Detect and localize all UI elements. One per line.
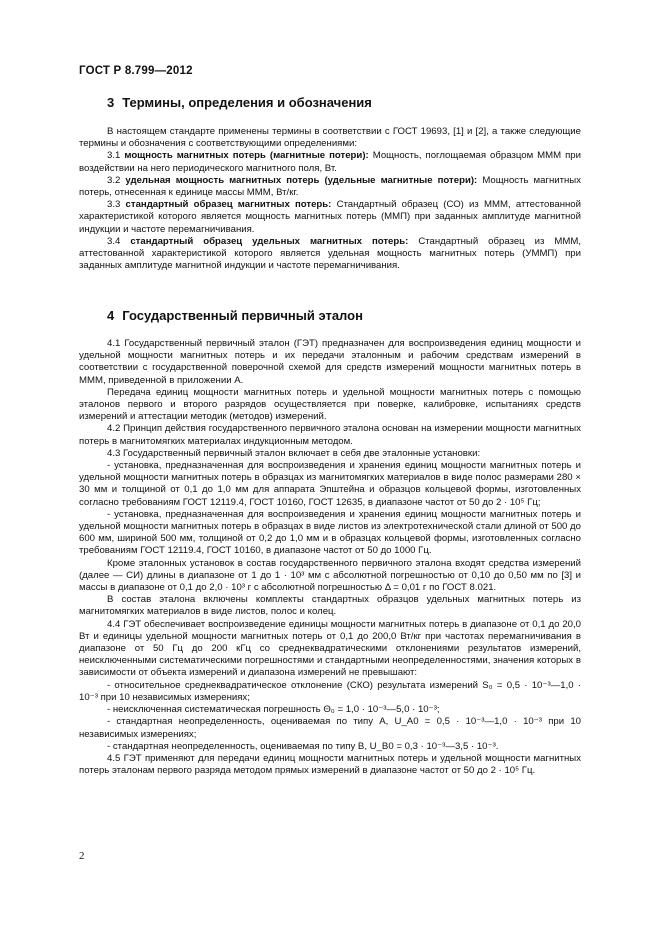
term-paragraph: 3.1 мощность магнитных потерь (магнитные потери): Мощность, поглощаемая образцом МММ при воздействии на него периодического магнитного поля, Вт. <box>79 150 582 174</box>
term-paragraph: 3.4 стандартный образец удельных магнитных потерь: Стандартный образец из МММ, аттестованной характеристикой которого является удельная мощность магнитных потерь (УММП) при заданных амплитуде магнитной индукции и частоте перемагничивания. <box>79 235 582 272</box>
section-title: Термины, определения и обозначения <box>122 95 372 110</box>
paragraph: Кроме эталонных установок в состав государственного первичного эталона входят средства измерений (далее — СИ) длины в диапазоне от 1 до 1 · 10³ мм с абсолютной погрешностью от 0,10 до 0,50 мм по [3] и массы в диапазоне от 0,1 до 2,0 · 10³ г с абсолютной погрешностью Δ = 0,01 г по ГОСТ 8.021. <box>79 557 581 594</box>
list-item: - установка, предназначенная для воспроизведения и хранения единиц мощности магнитных потерь и удельной мощности магнитных потерь в образцах из магнитомягких материалов в виде полос размерами 280 × 30 мм и толщиной от 0,1 до 1,0 мм для аппарата Эпштейна и образцов кольцевой формы, изготовленных согласно требованиям ГОСТ 12119.4, ГОСТ 10160, ГОСТ 12635, в диапазоне частот от 50 до 2 · 10⁵ Гц; <box>79 460 581 508</box>
term-definition: Стандартный образец из МММ, аттестованной характеристикой которого является удельная мощность магнитных потерь (УММП) при заданных амплитуде магнитной индукции и частоте перемагничивания. <box>79 235 582 272</box>
paragraph: 4.4 ГЭТ обеспечивает воспроизведение единицы мощности магнитных потерь в диапазоне от 0,1 до 20,0 Вт и единицы удельной мощности магнитных потерь от 0,1 до 200,0 Вт/кг при частотах перемагничивания в диапазоне от 50 Гц до 200 кГц со среднеквадратическими отклонениями результатов измерений, неисключенными систематическими погрешностями и стандартными неопределенностями, значения которых в зависимости от объекта измерений и диапазона измерений не превышают: <box>79 618 581 679</box>
paragraph: 4.5 ГЭТ применяют для передачи единиц мощности магнитных потерь и удельной мощности магнитных потерь эталонам первого разряда методом прямых измерений в диапазоне частот от 50 до 2 · 10⁵ Гц. <box>79 752 581 777</box>
section-number: 4 <box>107 308 115 323</box>
list-item: - стандартная неопределенность, оцениваемая по типу B, U_B0 = 0,3 · 10⁻³—3,5 · 10⁻³. <box>107 740 499 752</box>
paragraph: 4.2 Принцип действия государственного первичного эталона основан на измерении мощности магнитных потерь в магнитомягких материалах индукционным методом. <box>79 423 581 447</box>
page-number: 2 <box>79 850 85 862</box>
term-name: мощность магнитных потерь (магнитные потери): <box>124 150 369 162</box>
term-definition: Мощность, поглощаемая образцом МММ при воздействии на него периодического магнитного поля, Вт. <box>79 150 582 174</box>
list-item: - стандартная неопределенность, оцениваемая по типу A, U_A0 = 0,5 · 10⁻³—1,0 · 10⁻³ при 10 независимых измерениях; <box>79 716 581 740</box>
document-header: ГОСТ Р 8.799—2012 <box>79 65 193 77</box>
paragraph: 4.1 Государственный первичный эталон (ГЭТ) предназначен для воспроизведения единиц мощности и удельной мощности магнитных потерь и их передачи эталонным и рабочим средствам измерений в соответствии с государственной поверочной схемой для средств измерений мощности магнитных потерь в МММ, приведенной в приложении А. <box>79 338 581 386</box>
term-name: стандартный образец удельных магнитных потерь: <box>130 235 409 247</box>
paragraph: 4.3 Государственный первичный эталон включает в себя две эталонные установки: <box>107 447 481 459</box>
intro-paragraph: В настоящем стандарте применены термины в соответствии с ГОСТ 19693, [1] и [2], а также следующие термины и обозначения с соответствующими определениями: <box>79 126 581 150</box>
list-item: - относительное среднеквадратическое отклонение (СКО) результата измерений S₀ = 0,5 · 10⁻³—1,0 · 10⁻³ при 10 независимых измерениях; <box>79 679 581 703</box>
list-item: - установка, предназначенная для воспроизведения и хранения единиц мощности магнитных потерь и удельной мощности магнитных потерь в образцах в виде листов из электротехнической стали длиной от 500 до 600 мм, шириной 500 мм, толщиной от 0,2 до 1,0 мм и в образцах кольцевой формы, изготовленных согласно требованиям ГОСТ 12119.4, ГОСТ 10160, в диапазоне частот от 50 до 1000 Гц. <box>79 508 581 557</box>
paragraph: Передача единиц мощности магнитных потерь и удельной мощности магнитных потерь с помощью эталонов первого и второго разрядов осуществляется при поверке, калибровке, испытаниях средств измерений и аттестации методик (методов) измерений. <box>79 386 581 423</box>
section-4-heading <box>107 308 363 323</box>
section-3-heading <box>107 95 372 110</box>
term-definition: Стандартный образец (СО) из МММ, аттестованной характеристикой которого является мощность магнитных потерь (ММП) при заданных амплитуде магнитной индукции и частоте перемагничивания. <box>79 199 581 235</box>
term-name: удельная мощность магнитных потерь (удельные магнитные потери): <box>125 174 478 186</box>
term-definition: Мощность магнитных потерь, отнесенная к единице массы МММ, Вт/кг. <box>79 174 581 199</box>
term-name: стандартный образец магнитных потерь: <box>125 199 332 211</box>
paragraph: В состав эталона включены комплекты стандартных образцов удельных магнитных потерь из магнитомягких материалов в виде листов, полос и колец. <box>79 594 581 618</box>
section-3-body <box>79 126 581 272</box>
term-paragraph: 3.2 удельная мощность магнитных потерь (удельные магнитные потери): Мощность магнитных потерь, отнесенная к единице массы МММ, Вт/кг. <box>79 174 581 199</box>
section-number: 3 <box>107 95 115 110</box>
list-item: - неисключенная систематическая погрешность Θ₀ = 1,0 · 10⁻³—5,0 · 10⁻³; <box>107 704 440 716</box>
section-title: Государственный первичный эталон <box>122 308 363 323</box>
term-paragraph: 3.3 стандартный образец магнитных потерь: Стандартный образец (СО) из МММ, аттестованной характеристикой которого является мощность магнитных потерь (ММП) при заданных амплитуде магнитной индукции и частоте перемагничивания. <box>79 199 581 235</box>
section-4-body <box>79 338 581 777</box>
